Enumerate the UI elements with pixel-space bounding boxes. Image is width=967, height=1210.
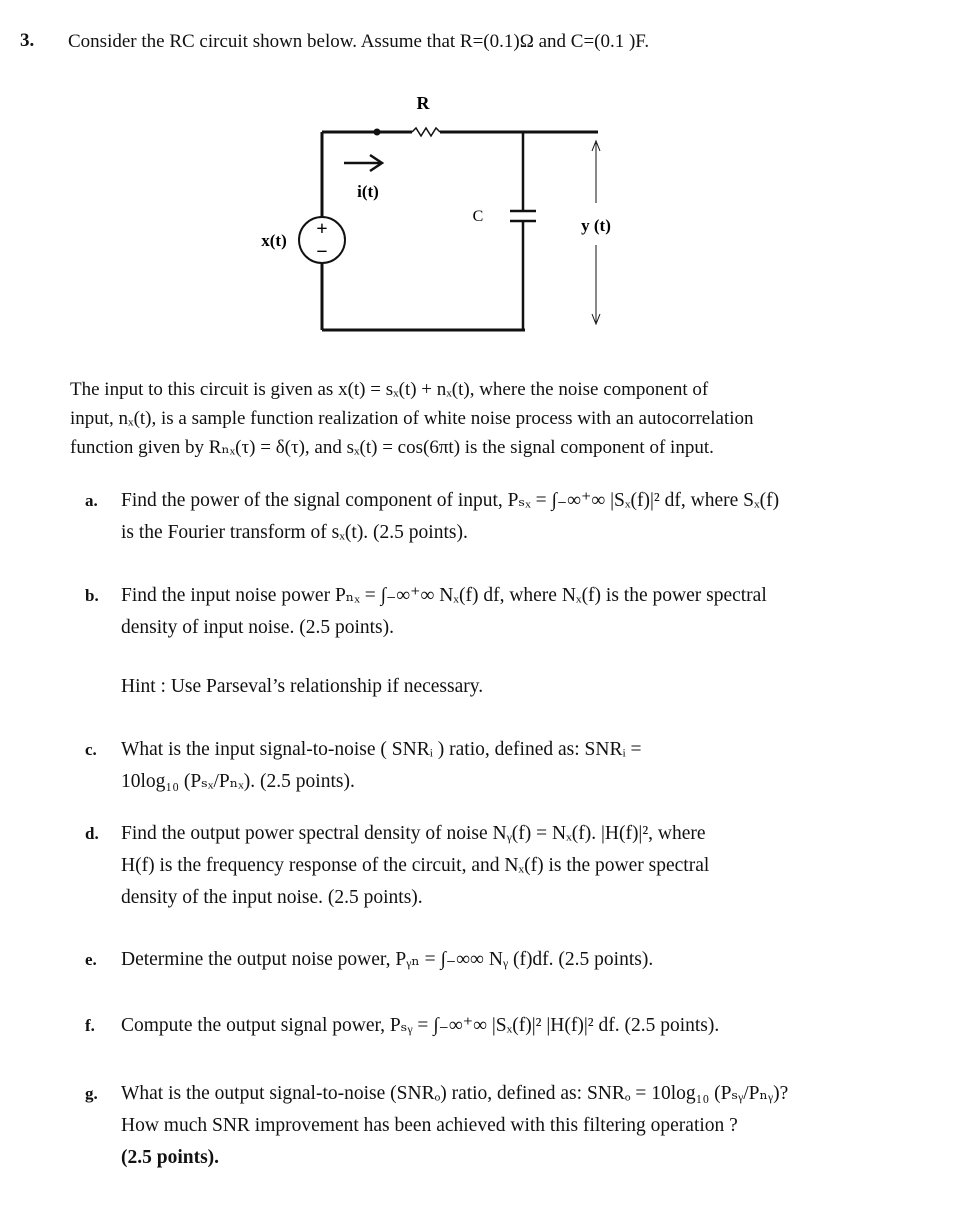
source-plus-sign: + [316, 218, 328, 240]
item-d-line-1: Find the output power spectral density of noise Nᵧ(f) = Nₓ(f). |H(f)|², where [121, 823, 706, 844]
item-f-line-1: Compute the output signal power, Pₛᵧ = ∫₋∞⁺∞ |Sₓ(f)|² |H(f)|² df. (2.5 points). [121, 1015, 720, 1036]
item-d [85, 818, 915, 914]
item-b-label: b. [85, 586, 99, 605]
item-b [85, 580, 915, 644]
item-d-label: d. [85, 824, 99, 843]
description-line-2: input, nₓ(t), is a sample function realization of white noise process with an autocorrelation [70, 408, 754, 429]
hint-text: Hint : Use Parseval’s relationship if necessary. [121, 676, 484, 697]
resistor-symbol [412, 128, 440, 136]
item-b-line-2: density of input noise. (2.5 points). [121, 617, 394, 638]
node-dot [374, 129, 381, 136]
description-line-1: The input to this circuit is given as x(t) = sₓ(t) + nₓ(t), where the noise component of [70, 379, 709, 400]
item-c-line-2: 10log₁₀ (Pₛₓ/Pₙₓ). (2.5 points). [121, 771, 355, 792]
label-input-voltage: x(t) [261, 231, 287, 250]
item-c [85, 734, 915, 798]
item-a-label: a. [85, 491, 98, 510]
item-c-line-1: What is the input signal-to-noise ( SNRᵢ ) ratio, defined as: SNRᵢ = [121, 739, 642, 760]
item-a-line-2: is the Fourier transform of sₓ(t). (2.5 points). [121, 522, 468, 543]
description-line-3: function given by Rₙₓ(τ) = δ(τ), and sₓ(t) = cos(6πt) is the signal component of input. [70, 437, 714, 458]
label-capacitor: C [472, 208, 484, 225]
item-g-line-1: What is the output signal-to-noise (SNRₒ) ratio, defined as: SNRₒ = 10log₁₀ (Pₛᵧ/Pₙᵧ)? [121, 1083, 789, 1104]
question-intro: Consider the RC circuit shown below. Assume that R=(0.1)Ω and C=(0.1 )F. [68, 31, 650, 52]
item-f [85, 1010, 915, 1042]
item-e-line-1: Determine the output noise power, Pᵧₙ = ∫₋∞∞ Nᵧ (f)df. (2.5 points). [121, 949, 654, 970]
item-e [85, 944, 915, 976]
item-g-line-3: (2.5 points). [121, 1147, 220, 1168]
label-current: i(t) [357, 182, 379, 201]
label-resistor: R [416, 93, 430, 113]
item-g-line-2: How much SNR improvement has been achieved with this filtering operation ? [121, 1115, 738, 1136]
problem-description [70, 375, 920, 462]
item-d-line-2: H(f) is the frequency response of the circuit, and Nₓ(f) is the power spectral [121, 855, 710, 876]
item-g [85, 1078, 915, 1174]
item-f-label: f. [85, 1016, 95, 1035]
item-a-line-1: Find the power of the signal component of input, Pₛₓ = ∫₋∞⁺∞ |Sₓ(f)|² df, where Sₓ(f) [121, 490, 780, 511]
question-number: 3. [20, 30, 35, 51]
rc-circuit-diagram [240, 85, 640, 345]
item-c-label: c. [85, 740, 97, 759]
item-b-line-1: Find the input noise power Pₙₓ = ∫₋∞⁺∞ Nₓ(f) df, where Nₓ(f) is the power spectral [121, 585, 767, 606]
item-g-label: g. [85, 1084, 98, 1103]
item-a [85, 485, 915, 549]
label-output-voltage: y (t) [581, 216, 611, 235]
source-minus-sign: − [316, 241, 328, 263]
item-e-label: e. [85, 950, 97, 969]
item-d-line-3: density of the input noise. (2.5 points). [121, 887, 423, 908]
